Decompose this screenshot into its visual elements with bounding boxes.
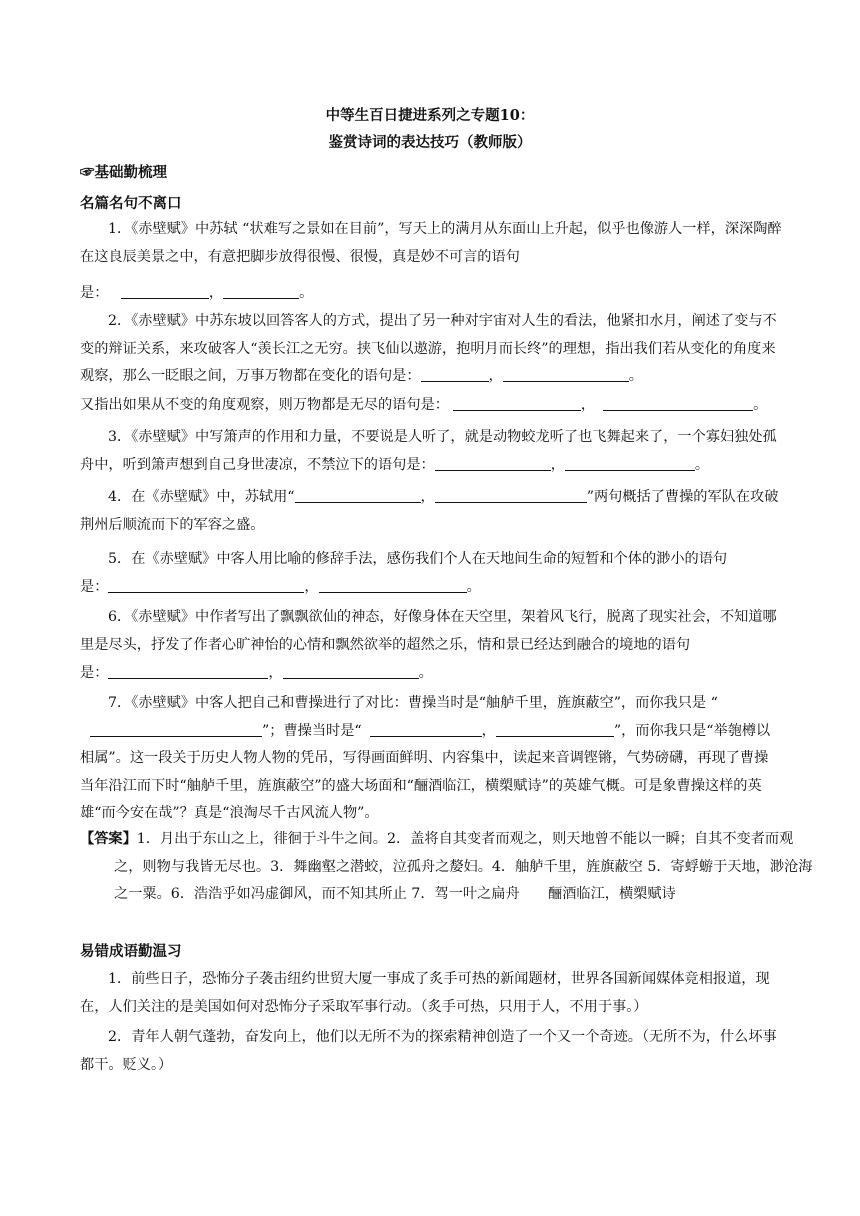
- blank-line[interactable]: [108, 577, 304, 593]
- blank-line[interactable]: [565, 455, 695, 471]
- idiom-item-1: 1．前些日子，恐怖分子袭击纽约世贸大厦一事成了炙手可热的新闻题材，世界各国新闻媒体竞相报道，现在，人们关注的是美国如何对恐怖分子采取军事行动。（炙手可热，只用于人，不用于事。）: [80, 971, 770, 1015]
- page-subtitle: 鉴赏诗词的表达技巧（教师版）: [328, 134, 532, 151]
- question-2: [80, 308, 782, 391]
- question-5-answer-line: [80, 574, 782, 602]
- blank-line[interactable]: [121, 283, 209, 299]
- page-title: 中等生百日捷进系列之专题10：: [325, 107, 535, 124]
- separator: ，: [304, 579, 319, 595]
- question-3: [80, 424, 782, 479]
- section-basic: ☞基础勤梳理: [80, 164, 167, 181]
- question-5-text: 5．在《赤壁赋》中客人用比喻的修辞手法，感伤我们个人在天地间生命的短暂和个体的渺小的语句: [108, 551, 728, 567]
- separator: 。: [466, 579, 481, 595]
- separator: 。: [753, 397, 768, 413]
- answer-block: [80, 826, 816, 909]
- question-3-text: 3．《赤壁赋》中写箫声的作用和力量，不要说是人听了，就是动物蛟龙听了也飞舞起来了，一个寡妇独处孤舟中，听到箫声想到自己身世凄凉，不禁泣下的语句是：: [80, 429, 777, 473]
- separator: 。: [299, 285, 314, 301]
- separator: 。: [628, 368, 643, 385]
- answer-prefix: 是：: [80, 579, 109, 595]
- section-famous: 名篇名句不离口: [80, 195, 182, 212]
- separator: ，: [488, 368, 503, 385]
- idiom-item-2: 2．青年人朝气蓬勃，奋发向上，他们以无所不为的探索精神创造了一个又一个奇迹。（无所不为，什么坏事都干。贬义。）: [80, 1029, 777, 1073]
- separator: ，: [580, 397, 596, 413]
- separator: 。: [418, 665, 433, 681]
- blank-line[interactable]: [223, 283, 299, 299]
- question-6-answer-line: [80, 660, 782, 688]
- blank-line[interactable]: [370, 721, 482, 737]
- question-2-text: 2．《赤壁赋》中苏东坡以回答客人的方式，提出了另一种对宇宙对人生的看法，他紧扣水月，阐述了变与不变的辩证关系，来攻破客人“羡长江之无穷。挟飞仙以遨游，抱明月而长终”的理想，指出我们若从变化的角度来观察，那么一眨眼之间，万事万物都在变化的语句是：: [80, 313, 777, 385]
- answer-text: 1．月出于东山之上，徘徊于斗牛之间。2．盖将自其变者而观之，则天地曾不能以一瞬；自其不变者而观之，则物与我皆无尽也。3．舞幽壑之潜蛟，泣孤舟之嫠妇。4．舳舻千里，旌旗蔽空 5．寄蜉蝣于天地，渺沧海之一粟。6．浩浩乎如冯虚御风，而不知其所止 7．驾一叶之扁舟 酾酒临江，横槊赋诗: [114, 831, 813, 903]
- separator: 。: [694, 456, 710, 473]
- question-7-text-c: ”，而你我只是“举匏樽以相属”。这一段关于历史人物人物的凭吊，写得画面鲜明、内容集中，读起来音调铿锵，气势磅礴，再现了曹操当年沿江而下时“舳舻千里，旌旗蔽空”的盛大场面和“酾酒临江，横槊赋诗”的英雄气概。可是象曹操这样的英雄“而今安在哉”？真是“浪淘尽千古风流人物”。: [80, 722, 771, 822]
- answer-prefix: 是：: [80, 665, 109, 681]
- answer-prefix: 是：: [80, 285, 109, 301]
- separator: ，: [420, 489, 435, 505]
- blank-line[interactable]: [90, 721, 262, 737]
- question-4-text: 4．在《赤壁赋》中，苏轼用“: [108, 489, 295, 505]
- separator: ，: [208, 285, 224, 301]
- blank-line[interactable]: [453, 395, 581, 411]
- question-6-text: 6．《赤壁赋》中作者写出了飘飘欲仙的神态，好像身体在天空里，架着风飞行，脱离了现实社会，不知道哪里是尽头，抒发了作者心旷神怡的心情和飘然欲举的超然之乐，情和景已经达到融合的境地的语句: [80, 609, 777, 653]
- blank-line[interactable]: [283, 663, 419, 679]
- question-5: [80, 546, 782, 574]
- question-7-text-b: ”；曹操当时是“: [262, 722, 362, 739]
- blank-line[interactable]: [108, 663, 268, 679]
- blank-line[interactable]: [603, 395, 753, 411]
- blank-line[interactable]: [295, 487, 421, 503]
- question-7-text: 7．《赤壁赋》中客人把自己和曹操进行了对比：曹操当时是“舳舻千里，旌旗蔽空”，而你我只是: [108, 695, 707, 711]
- question-2-line-b: [80, 392, 782, 420]
- question-2-text-b: 又指出如果从不变的角度观察，则万物都是无尽的语句是：: [80, 397, 449, 413]
- answer-label: 【答案】: [80, 831, 137, 847]
- separator: ，: [550, 456, 565, 473]
- quote-mark: “: [710, 695, 718, 711]
- blank-line[interactable]: [421, 366, 489, 382]
- question-1-answer-line: [80, 280, 782, 308]
- question-1: [80, 216, 782, 271]
- question-6: [80, 604, 782, 659]
- question-1-text: 1．《赤壁赋》中苏轼 “状难写之景如在目前”，写天上的满月从东面山上升起，似乎也像游人一样，深深陶醉在这良辰美景之中，有意把脚步放得很慢、很慢，真是妙不可言的语句: [80, 221, 782, 265]
- question-7: [80, 690, 782, 828]
- blank-line[interactable]: [496, 721, 614, 737]
- blank-line[interactable]: [503, 366, 629, 382]
- question-4-text-b: ”两句概括了曹操的军队在攻破荆州后顺流而下的军容之盛。: [80, 489, 779, 533]
- separator: ，: [481, 722, 496, 739]
- separator: ，: [268, 665, 283, 681]
- blank-line[interactable]: [319, 577, 467, 593]
- blank-line[interactable]: [435, 487, 587, 503]
- question-4: [80, 484, 782, 539]
- section-idiom: 易错成语勤温习: [80, 943, 182, 960]
- blank-line[interactable]: [435, 455, 551, 471]
